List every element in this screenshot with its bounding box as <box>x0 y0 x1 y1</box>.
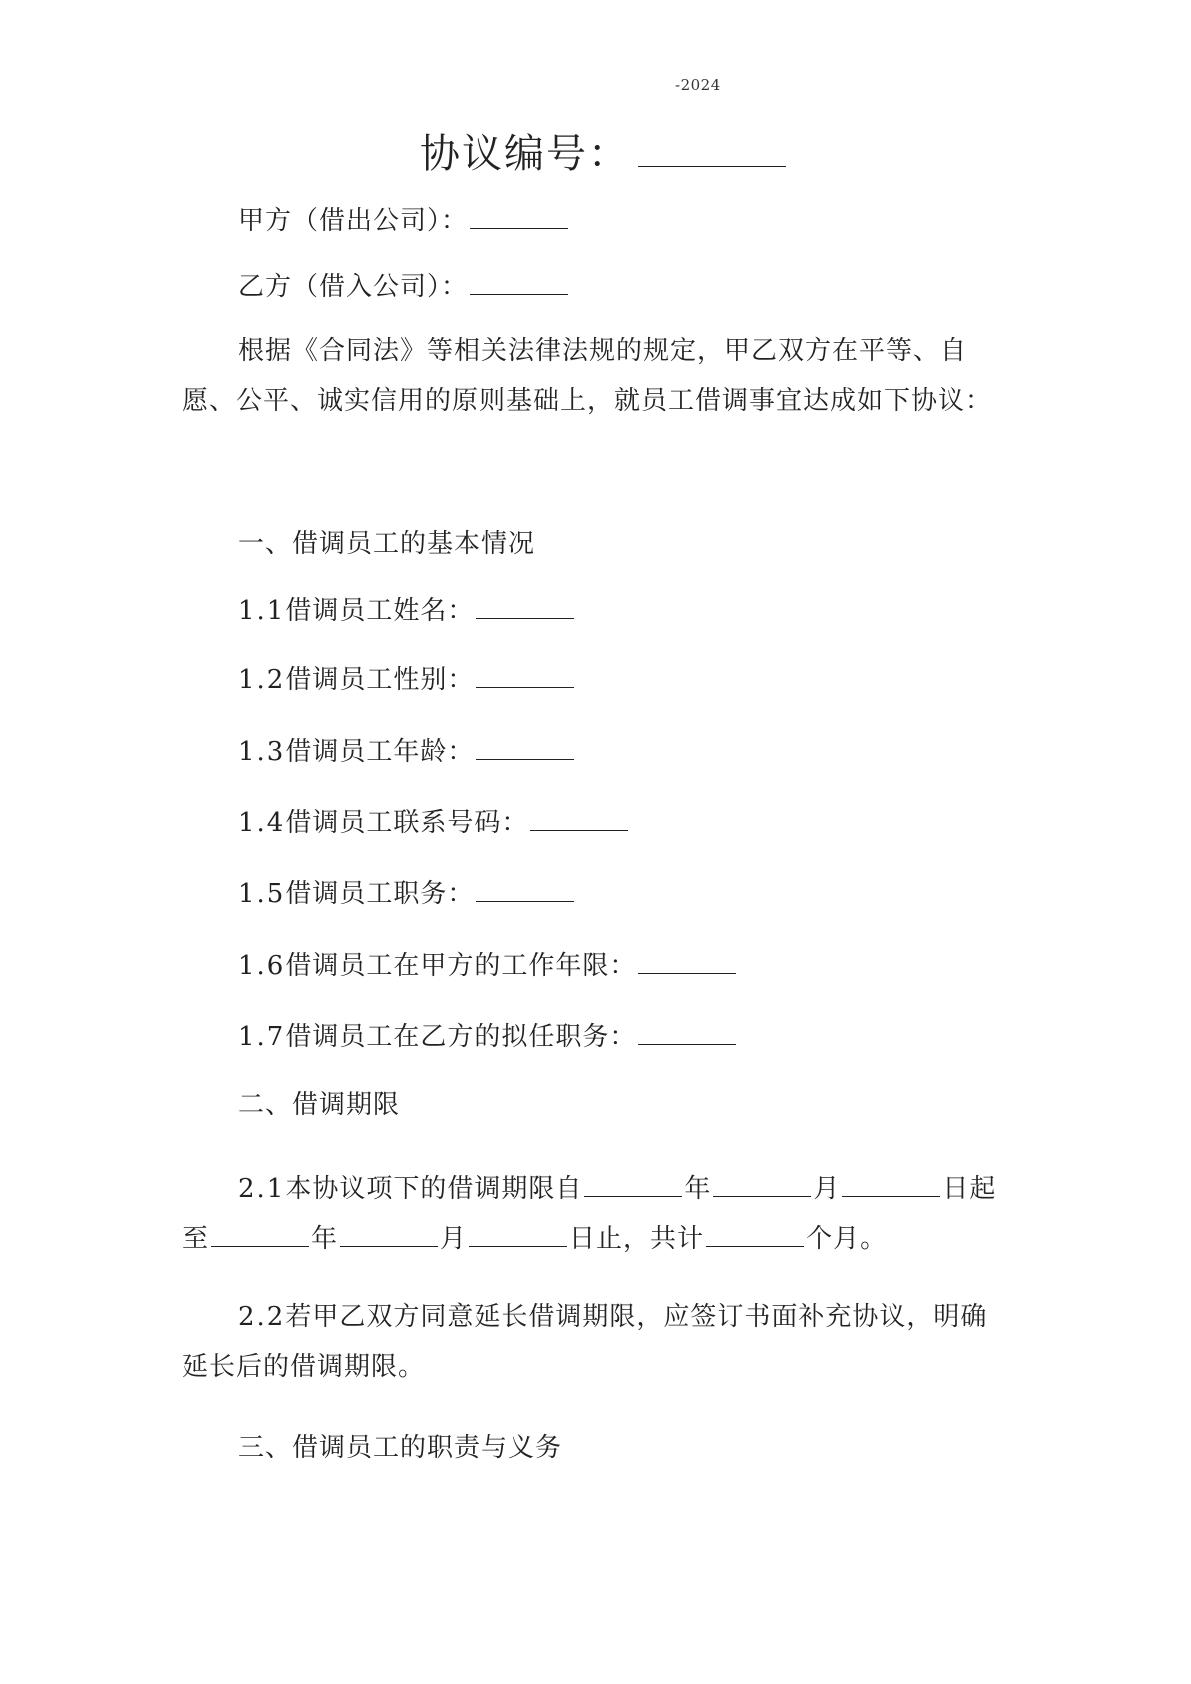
day-until-word: 日止，共计 <box>569 1224 705 1254</box>
item-1-5 <box>238 875 576 912</box>
item-1-7 <box>238 1018 738 1055</box>
clause-number: 2.2 <box>238 1302 286 1332</box>
total-months-blank <box>706 1220 804 1247</box>
field-blank <box>476 875 574 902</box>
month-word: 月 <box>813 1174 841 1204</box>
item-label: 借调员工在甲方的工作年限： <box>285 951 637 981</box>
item-label: 借调员工性别： <box>285 665 475 695</box>
start-day-blank <box>842 1170 940 1197</box>
field-blank <box>476 592 574 619</box>
end-day-blank <box>469 1220 567 1247</box>
item-label: 借调员工在乙方的拟任职务： <box>285 1022 637 1052</box>
month-word: 月 <box>440 1224 468 1254</box>
section3-heading: 三、借调员工的职责与义务 <box>238 1433 563 1463</box>
party-b-label: 乙方（借入公司）： <box>238 272 469 302</box>
clause-start: 本协议项下的借调期限自 <box>285 1174 583 1204</box>
field-blank <box>638 947 736 974</box>
party-a-line <box>238 202 570 239</box>
clause-text: 若甲乙双方同意延长借调期限，应签订书面补充协议，明确延长后的借调期限。 <box>182 1302 988 1382</box>
item-number: 1.1 <box>238 596 286 626</box>
item-1-4 <box>238 804 630 841</box>
party-b-blank <box>470 268 568 295</box>
clause-2-2 <box>182 1292 1012 1392</box>
field-blank <box>638 1018 736 1045</box>
item-number: 1.4 <box>238 808 286 838</box>
intro-text: 根据《合同法》等相关法律法规的规定，甲乙双方在平等、自愿、公平、诚实信用的原则基础上，就员工借调事宜达成如下协议： <box>182 336 993 416</box>
months-total-word: 个月。 <box>806 1224 888 1254</box>
item-label: 借调员工联系号码： <box>285 808 529 838</box>
item-number: 1.7 <box>238 1022 286 1052</box>
title-text: 协议编号： <box>420 131 630 177</box>
item-1-6 <box>238 947 738 984</box>
year-word: 年 <box>311 1224 339 1254</box>
intro-paragraph <box>182 326 1012 426</box>
item-label: 借调员工姓名： <box>285 596 475 626</box>
item-number: 1.5 <box>238 879 286 909</box>
item-1-2 <box>238 661 576 698</box>
clause-2-1 <box>182 1164 1012 1264</box>
section2-heading: 二、借调期限 <box>238 1090 401 1120</box>
field-blank <box>476 661 574 688</box>
party-a-blank <box>470 202 568 229</box>
start-year-blank <box>584 1170 682 1197</box>
item-number: 1.6 <box>238 951 286 981</box>
day-from-word: 日起 <box>942 1174 997 1204</box>
item-1-3 <box>238 733 576 770</box>
start-month-blank <box>713 1170 811 1197</box>
end-month-blank <box>340 1220 438 1247</box>
item-number: 1.3 <box>238 737 286 767</box>
end-year-blank <box>211 1220 309 1247</box>
party-b-line <box>238 268 570 305</box>
item-label: 借调员工年龄： <box>285 737 475 767</box>
section1-heading: 一、借调员工的基本情况 <box>238 529 536 559</box>
item-1-1 <box>238 592 576 629</box>
field-blank <box>476 733 574 760</box>
clause-number: 2.1 <box>238 1174 286 1204</box>
to-word: 至 <box>182 1224 210 1254</box>
field-blank <box>530 804 628 831</box>
party-a-label: 甲方（借出公司）： <box>238 206 469 236</box>
item-label: 借调员工职务： <box>285 879 475 909</box>
year-word: 年 <box>684 1174 712 1204</box>
item-number: 1.2 <box>238 665 286 695</box>
agreement-number-title <box>420 128 788 180</box>
agreement-number-blank <box>638 128 786 167</box>
header-year-note: -2024 <box>675 76 721 94</box>
